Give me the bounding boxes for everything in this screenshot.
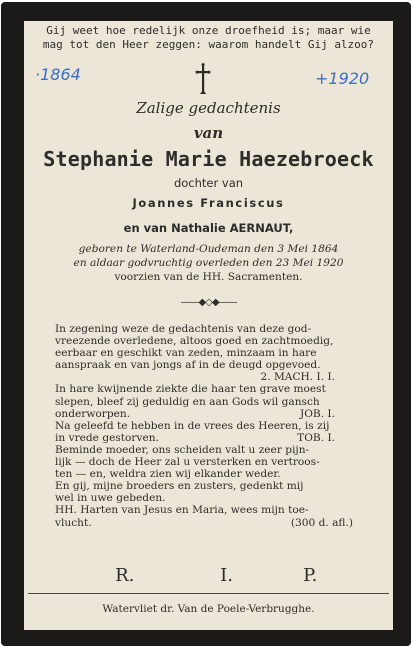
paragraph-line: vreezende overledene, altoos goed en zachtmoedig, bbox=[55, 335, 334, 348]
paragraph-1 bbox=[55, 323, 373, 383]
rip-line bbox=[24, 565, 393, 586]
footer-divider bbox=[28, 593, 389, 594]
father-name: Joannes Franciscus bbox=[132, 196, 285, 210]
paragraph-line: slepen, bleef zij geduldig en aan Gods wil gansch bbox=[55, 395, 320, 408]
printer-line: Watervliet dr. Van de Poele-Verbrugghe. bbox=[102, 603, 315, 615]
memorial-heading: Zalige gedachtenis bbox=[136, 99, 281, 117]
cross-icon bbox=[195, 63, 211, 95]
rip-p: P. bbox=[303, 565, 318, 586]
deceased-name: Stephanie Marie Haezebroeck bbox=[43, 147, 374, 171]
daughter-of: dochter van bbox=[173, 176, 244, 190]
paragraph-5 bbox=[55, 480, 373, 504]
paragraph-line: aanspraak en van jongs af in de deugd opgevoed. bbox=[55, 359, 321, 372]
paragraph-line: in vrede gestorven. bbox=[55, 431, 159, 444]
handwritten-birth-year: ·1864 bbox=[35, 65, 81, 84]
paragraph-line: Na geleefd te hebben in de vrees des Heeren, is zij bbox=[55, 419, 330, 432]
rip-r: R. bbox=[115, 565, 135, 586]
paragraph-line: ten — en, weldra zien wij elkander weder. bbox=[55, 468, 281, 481]
paragraph-line: wel in uwe gebeden. bbox=[55, 492, 166, 505]
mother-name: en van Nathalie AERNAUT, bbox=[123, 221, 294, 235]
scripture-ref: JOB. I. bbox=[299, 407, 335, 420]
paragraph-line: In zegening weze de gedachtenis van deze god- bbox=[55, 323, 312, 335]
card-paper bbox=[24, 21, 393, 630]
paragraph-line: In hare kwijnende ziekte die haar ten grave moest bbox=[55, 383, 326, 396]
paragraph-line: Beminde moeder, ons scheiden valt u zeer pijn- bbox=[55, 443, 310, 456]
scripture-ref: 2. MACH. I. I. bbox=[260, 371, 335, 384]
paragraph-4 bbox=[55, 444, 373, 480]
paragraph-3 bbox=[55, 420, 373, 444]
paragraph-line: HH. Harten van Jesus en Maria, wees mijn toe- bbox=[55, 504, 309, 517]
rip-i: I. bbox=[220, 565, 233, 586]
paragraph-line: lijk — doch de Heer zal u versterken en vertroos- bbox=[55, 456, 320, 469]
birth-line: geboren te Waterland-Oudeman den 3 Mei 1864 bbox=[78, 243, 339, 255]
paragraph-line: vlucht. bbox=[55, 516, 92, 529]
van-heading: van bbox=[193, 124, 224, 142]
scripture-ref: TOB. I. bbox=[297, 431, 335, 444]
paragraph-line: onderworpen. bbox=[55, 407, 131, 420]
prayer-text bbox=[55, 323, 373, 529]
paragraph-line: eerbaar en geschikt van zeden, minzaam in hare bbox=[55, 347, 317, 360]
death-line: en aldaar godvruchtig overleden den 23 Mei 1920 bbox=[73, 257, 344, 269]
handwritten-death-year: +1920 bbox=[315, 69, 370, 88]
indulgence-note: (300 d. afl.) bbox=[290, 516, 353, 529]
motto-line-1: Gij weet hoe redelijk onze droefheid is; maar wie bbox=[46, 24, 371, 37]
memorial-card bbox=[1, 2, 411, 646]
motto-line-2: mag tot den Heer zeggen: waarom handelt Gij alzoo? bbox=[42, 38, 375, 51]
paragraph-2 bbox=[55, 383, 373, 419]
sacraments-line: voorzien van de HH. Sacramenten. bbox=[114, 271, 303, 283]
paragraph-6 bbox=[55, 504, 373, 528]
paragraph-line: En gij, mijne broeders en zusters, gedenkt mij bbox=[55, 480, 304, 493]
ornament-divider: ——◆◇◆—— bbox=[180, 297, 237, 308]
